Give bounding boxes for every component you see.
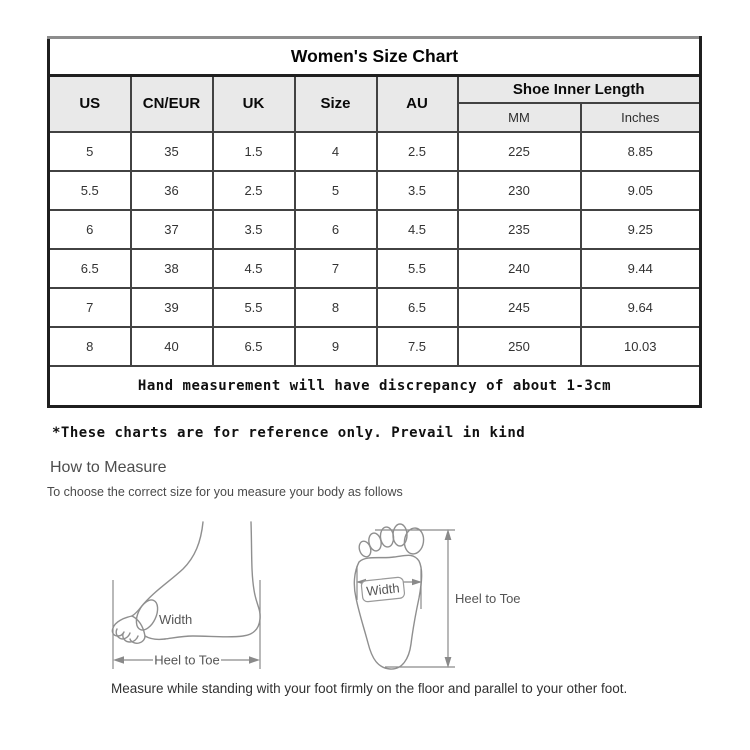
col-header-au: AU [377, 76, 458, 132]
col-header-us: US [49, 76, 131, 132]
measurement-disclaimer: Hand measurement will have discrepancy of about 1-3cm [49, 366, 701, 407]
table-row [49, 132, 701, 171]
size-cell: 8 [49, 327, 131, 366]
how-to-measure-heading: How to Measure [50, 459, 167, 476]
size-cell: 5.5 [49, 171, 131, 210]
col-header-inner-length: Shoe Inner Length [458, 76, 701, 103]
size-cell: 5 [49, 132, 131, 171]
side-heel-to-toe-label: Heel to Toe [154, 652, 220, 668]
size-cell: 6.5 [49, 249, 131, 288]
size-cell: 36 [131, 171, 213, 210]
size-cell: 6 [49, 210, 131, 249]
size-cell: 9.05 [581, 171, 701, 210]
size-chart-table-wrap [47, 36, 699, 408]
table-row [49, 210, 701, 249]
size-cell: 6 [295, 210, 377, 249]
top-width-label: Width [365, 580, 401, 599]
table-row [49, 288, 701, 327]
reference-note: *These charts are for reference only. Prevail in kind [52, 425, 526, 441]
size-cell: 4.5 [213, 249, 295, 288]
size-cell: 230 [458, 171, 581, 210]
size-cell: 8 [295, 288, 377, 327]
size-cell: 225 [458, 132, 581, 171]
table-row [49, 171, 701, 210]
size-cell: 3.5 [213, 210, 295, 249]
size-cell: 235 [458, 210, 581, 249]
header-row [49, 76, 701, 103]
col-header-mm: MM [458, 103, 581, 132]
size-cell: 37 [131, 210, 213, 249]
table-row [49, 249, 701, 288]
chart-title: Women's Size Chart [49, 38, 701, 76]
size-cell: 6.5 [213, 327, 295, 366]
size-cell: 3.5 [377, 171, 458, 210]
size-cell: 9.25 [581, 210, 701, 249]
measure-caption: Measure while standing with your foot firmly on the floor and parallel to your other foot. [111, 681, 628, 696]
col-header-cneur: CN/EUR [131, 76, 213, 132]
size-cell: 8.85 [581, 132, 701, 171]
size-cell: 7.5 [377, 327, 458, 366]
side-foot-diagram [105, 512, 275, 672]
size-chart-table [47, 36, 702, 408]
size-cell: 5.5 [213, 288, 295, 327]
side-width-label: Width [159, 612, 193, 627]
top-heel-to-toe-label: Heel to Toe [455, 591, 521, 606]
col-header-size: Size [295, 76, 377, 132]
size-cell: 38 [131, 249, 213, 288]
size-cell: 4.5 [377, 210, 458, 249]
size-table-head [49, 38, 701, 132]
size-cell: 250 [458, 327, 581, 366]
col-header-uk: UK [213, 76, 295, 132]
size-cell: 40 [131, 327, 213, 366]
footer-row [49, 366, 701, 407]
size-table-body [49, 132, 701, 366]
size-cell: 4 [295, 132, 377, 171]
size-cell: 9.44 [581, 249, 701, 288]
size-cell: 5.5 [377, 249, 458, 288]
col-header-inches: Inches [581, 103, 701, 132]
size-cell: 1.5 [213, 132, 295, 171]
title-row [49, 38, 701, 76]
size-cell: 35 [131, 132, 213, 171]
size-cell: 10.03 [581, 327, 701, 366]
table-row [49, 327, 701, 366]
size-cell: 5 [295, 171, 377, 210]
width-label-box [361, 577, 405, 602]
size-cell: 245 [458, 288, 581, 327]
how-to-measure-subheading: To choose the correct size for you measure your body as follows [47, 485, 403, 499]
size-cell: 9 [295, 327, 377, 366]
size-cell: 6.5 [377, 288, 458, 327]
size-cell: 7 [49, 288, 131, 327]
size-cell: 240 [458, 249, 581, 288]
footprint-diagram [345, 512, 520, 682]
size-cell: 2.5 [213, 171, 295, 210]
size-cell: 2.5 [377, 132, 458, 171]
size-cell: 7 [295, 249, 377, 288]
size-cell: 9.64 [581, 288, 701, 327]
size-table-foot [49, 366, 701, 407]
size-cell: 39 [131, 288, 213, 327]
